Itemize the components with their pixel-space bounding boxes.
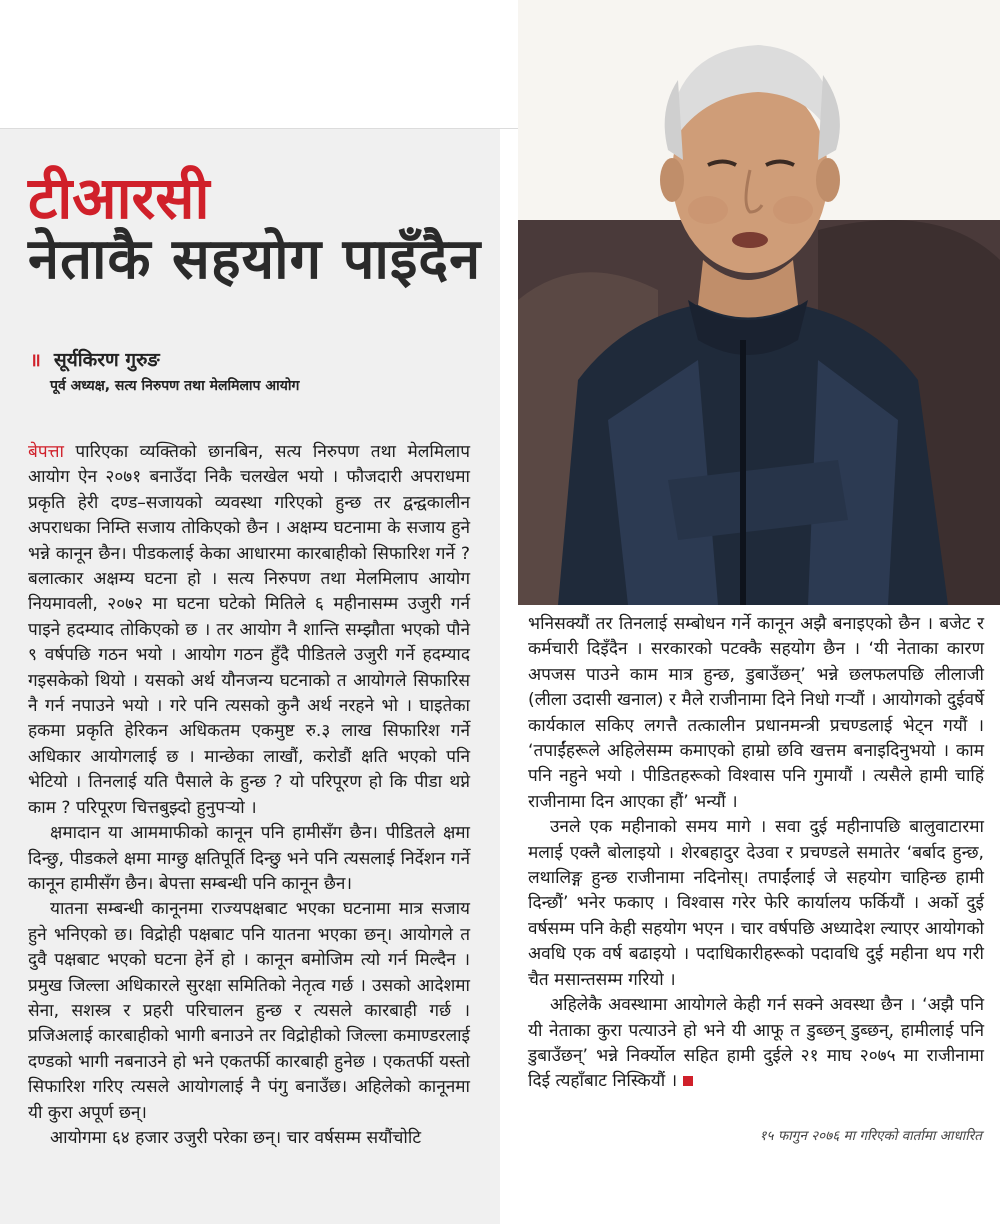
article-headline: नेताकै सहयोग पाइँदैन: [28, 227, 482, 292]
left-paragraph-1-text: पारिएका व्यक्तिको छानबिन, सत्य निरुपण तथा मेलमिलाप आयोग ऐन २०७१ बनाउँदा निकै चलखेल भयो । फौजदारी अपराधमा प्रकृति हेरी दण्ड–सजायको व्यवस्था गरिएको हुन्छ तर द्वन्द्वकालीन अपराधका निम्ति सजाय तोकिएको छैन । अक्षम्य घटनामा के सजाय हुने भन्ने कानून छैन। पीडकलाई केका आधारमा कारबाहीको सिफारिश गर्ने ? बलात्कार अक्षम्य घटना हो । सत्य निरुपण तथा मेलमिलाप आयोग नियमावली, २०७२ मा घटना घटेको मितिले ६ महीनासम्म उजुरी गर्न पाइने हदम्याद तोकिएको छ । तर आयोग नै शान्ति सम्झौता भएको पौने ९ वर्षपछि गठन भयो । आयोग गठन हुँदै पीडितले उजुरी गर्ने हदम्याद गइसकेको थियो । यसको अर्थ यौनजन्य घटनाको त आयोगले सिफारिस नै गर्न नपाउने भयो । गरे पनि त्यसको कुनै अर्थ नरहने भो । घाइतेका हकमा प्रकृति हेरिकन अधिकतम एकमुष्ट रु.३ लाख सिफारिश गर्ने अधिकार आयोगलाई छ । मान्छेका लाखौं, करोडौं क्षति भएको पनि भेटियो । तिनलाई यति पैसाले के हुन्छ ? यो परिपूरण हो कि पीडा थप्ने काम ? परिपूरण चित्तबुझ्दो हुनुपर्‍यो ।: [28, 442, 470, 818]
byline: [30, 346, 510, 395]
left-paragraph-4: आयोगमा ६४ हजार उजुरी परेका छन्। चार वर्षसम्म सयौंचोटि: [50, 1127, 421, 1148]
right-paragraph-1: भनिसक्यौं तर तिनलाई सम्बोधन गर्ने कानून अझै बनाइएको छैन । बजेट र कर्मचारी दिइँदैन । सरकारको पटक्कै सहयोग छैन । ‘यी नेताका कारण अपजस पाउने काम मात्र हुन्छ, डुबाउँछन्’ भन्ने छलफलपछि लीलाजी (लीला उदासी खनाल) र मैले राजीनामा दिने निधो गर्‍यौं । आयोगको दुईवर्षे कार्यकाल सकिए लगत्तै तत्कालीन प्रधानमन्त्री प्रचण्डलाई भेट्न गयौं । ‘तपाईंहरूले अहिलेसम्म कमाएको हाम्रो छवि खत्तम बनाइदिनुभयो । काम पनि नहुने भयो । पीडितहरूको विश्वास पनि गुमायौं । त्यसैले हामी चाहिं राजीनामा दिन आएका हौं’ भन्यौं ।: [528, 614, 984, 812]
end-mark-icon: [683, 1076, 693, 1086]
portrait-photo: [518, 0, 1000, 605]
author-name: सूर्यकिरण गुरुङ: [53, 349, 160, 371]
byline-marker: ॥: [30, 350, 41, 371]
right-paragraph-3-text: अहिलेकै अवस्थामा आयोगले केही गर्न सक्ने अवस्था छैन । ‘अझै पनि यी नेताका कुरा पत्याउने हो भने यी आफू त डुब्छन् डुब्छन्, हामीलाई पनि डुबाउँछन्’ भन्ने निर्क्याेल सहित हामी दुईले २१ माघ २०७५ मा राजीनामा दिई त्यहाँबाट निस्कियौं ।: [528, 995, 984, 1092]
article-column-left: [28, 440, 470, 1151]
article-kicker: टीआरसी: [28, 164, 210, 232]
panel-divider: [0, 128, 518, 129]
right-paragraph-3: [528, 993, 984, 1095]
portrait-illustration: [518, 0, 1000, 605]
author-designation: पूर्व अध्यक्ष, सत्य निरुपण तथा मेलमिलाप आयोग: [50, 378, 300, 394]
left-paragraph-3: यातना सम्बन्धी कानूनमा राज्यपक्षबाट भएका घटनामा मात्र सजाय हुने भनिएको छ। विद्रोही पक्षबाट पनि यातना भएका छन्। आयोगले त दुवै पक्षबाट भएको घटना हेर्ने हो । कानून बमोजिम त्यो गर्न मिल्दैन । प्रमुख जिल्ला अधिकारले सुरक्षा समितिको नेतृत्व गर्छ । उसको आदेशमा सेना, सशस्त्र र प्रहरी परिचालन हुन्छ र त्यसले कारबाही गर्छ । प्रजिअलाई कारबाहीको भागी बनाउने तर विद्रोहीको जिल्ला कमाण्डरलाई दण्डको भागी नबनाउने हो भने एकतर्फी कारबाही हुनेछ । एकतर्फी यस्तो सिफारिश गरिए त्यसले आयोगलाई नै पंगु बनाउँछ। अहिलेको कानूनमा यी कुरा अपूर्ण छन्।: [28, 899, 470, 1123]
page-top-margin: [0, 0, 518, 128]
article-column-right: [528, 612, 984, 1095]
article-source-note: १५ फागुन २०७६ मा गरिएको वार्तामा आधारित: [759, 1128, 982, 1144]
left-paragraph-1: [28, 440, 470, 821]
right-paragraph-2: उनले एक महीनाको समय मागे । सवा दुई महीनापछि बालुवाटारमा मलाई एक्लै बोलाइयो । शेरबहादुर देउवा र प्रचण्डले समातेर ‘बर्बाद हुन्छ, लथालिङ्ग हुन्छ राजीनामा नदिनोस्। तपाईंलाई जे सहयोग चाहिन्छ हामी दिन्छौं’ भनेर फकाए । विश्वास गरेर फेरि कार्यालय फर्कियौं । अर्को दुई वर्षसम्म पनि केही सहयोग भएन । चार वर्षपछि अध्यादेश ल्याएर आयोगको अवधि एक वर्ष बढाइयो । पदाधिकारीहरूको पदावधि दुई महीना थप गरी चैत मसान्तसम्म गरियो ।: [528, 817, 984, 990]
left-paragraph-2: क्षमादान या आममाफीको कानून पनि हामीसँग छैन। पीडितले क्षमा दिन्छु, पीडकले क्षमा माग्छु क्षतिपूर्ति दिन्छु भने पनि त्यसलाई निर्देशन गर्ने कानून हामीसँग छैन। बेपत्ता सम्बन्धी पनि कानून छैन।: [28, 823, 470, 894]
lead-word: बेपत्ता: [28, 442, 64, 462]
